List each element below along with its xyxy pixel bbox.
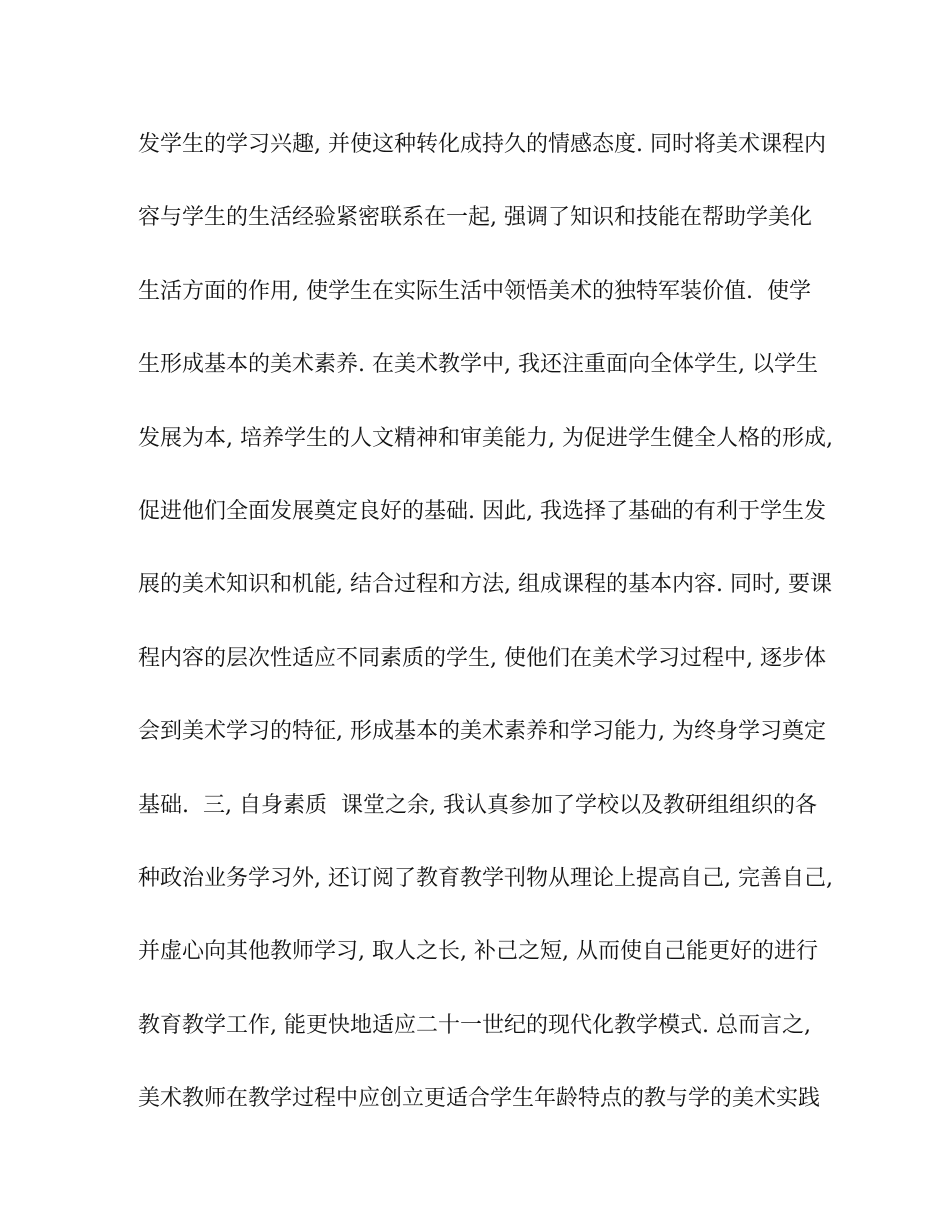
text-line: 基础. 三, 自身素质 课堂之余, 我认真参加了学校以及教研组组织的各	[138, 792, 817, 818]
text-line: 种政治业务学习外, 还订阅了教育教学刊物从理论上提高自己, 完善自己,	[138, 865, 833, 891]
text-line: 会到美术学习的特征, 形成基本的美术素养和学习能力, 为终身学习奠定	[138, 719, 826, 745]
text-line: 展的美术知识和机能, 结合过程和方法, 组成课程的基本内容. 同时, 要课	[138, 572, 832, 598]
text-line: 生活方面的作用, 使学生在实际生活中领悟美术的独特军装价值. 使学	[138, 278, 811, 304]
text-line: 生形成基本的美术素养. 在美术教学中, 我还注重面向全体学生, 以学生	[138, 352, 818, 378]
text-line: 促进他们全面发展奠定良好的基础. 因此, 我选择了基础的有利于学生发	[138, 498, 826, 524]
text-line: 容与学生的生活经验紧密联系在一起, 强调了知识和技能在帮助学美化	[138, 205, 812, 231]
text-line: 发学生的学习兴趣, 并使这种转化成持久的情感态度. 同时将美术课程内	[138, 132, 826, 157]
text-line: 并虚心向其他教师学习, 取人之长, 补己之短, 从而使自己能更好的进行	[138, 939, 818, 965]
text-line: 美术教师在教学过程中应创立更适合学生年龄特点的教与学的美术实践	[138, 1086, 821, 1112]
text-line: 程内容的层次性适应不同素质的学生, 使他们在美术学习过程中, 逐步体	[138, 645, 826, 671]
text-line: 发展为本, 培养学生的人文精神和审美能力, 为促进学生健全人格的形成,	[138, 425, 833, 451]
body-text	[138, 121, 838, 1148]
text-line: 教育教学工作, 能更快地适应二十一世纪的现代化教学模式. 总而言之,	[138, 1012, 811, 1038]
